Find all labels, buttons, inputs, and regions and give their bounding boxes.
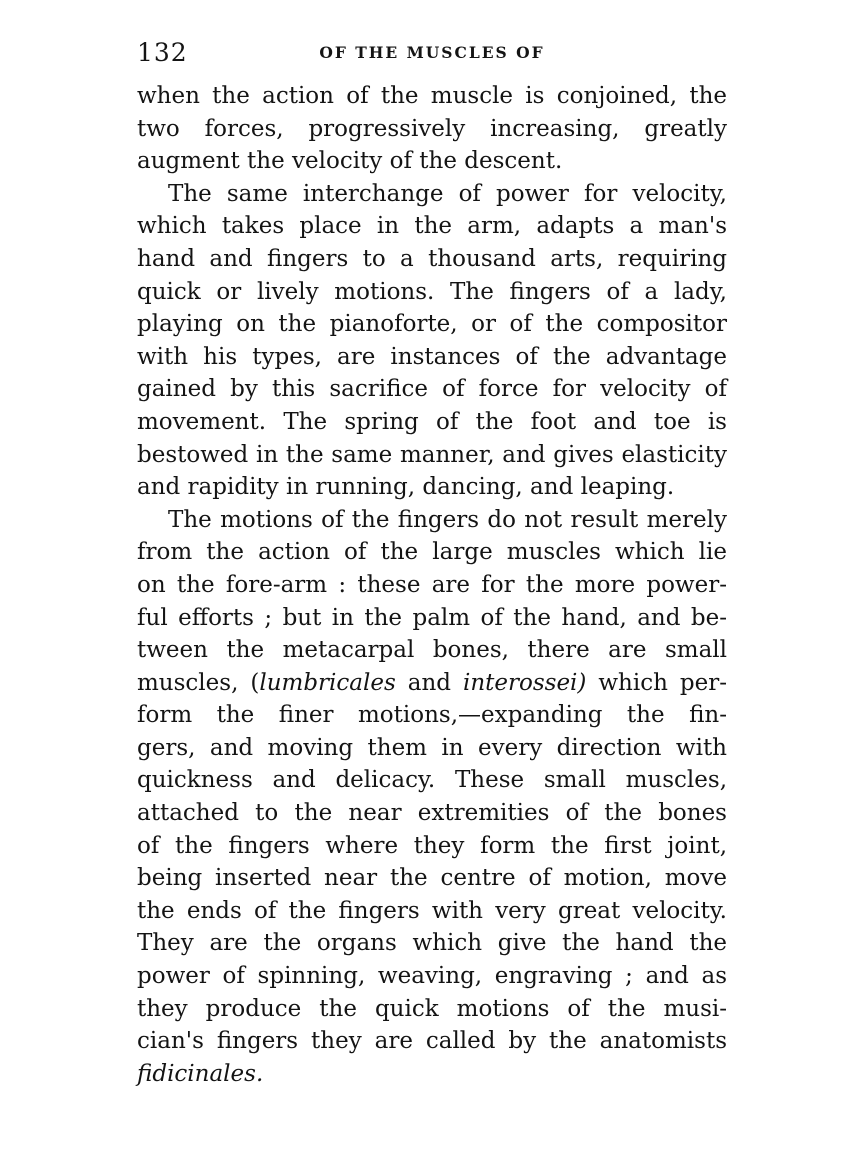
- text-line: gers, and moving them in every direction with: [137, 734, 727, 761]
- text-line: they produce the quick motions of the musi-: [137, 995, 727, 1022]
- text-line: bestowed in the same manner, and gives elasticity: [137, 441, 727, 468]
- text-line: two forces, progressively increasing, greatly: [137, 115, 727, 142]
- text-line: The motions of the fingers do not result merely: [168, 506, 727, 533]
- text-line: augment the velocity of the descent.: [137, 148, 563, 175]
- text-line: attached to the near extremities of the bones: [137, 800, 727, 827]
- text-line: gained by this sacrifice of force for velocity of: [137, 376, 727, 403]
- text-line: on the fore-arm : these are for the more power-: [137, 571, 727, 598]
- text-line: which takes place in the arm, adapts a man's: [137, 213, 727, 240]
- body-text: [137, 80, 727, 1090]
- text-line: ful efforts ; but in the palm of the hand, and be-: [137, 604, 727, 631]
- text-line: muscles, (lumbricales and interossei) which per-: [137, 669, 727, 696]
- text-line: the ends of the fingers with very great velocity.: [137, 897, 727, 924]
- page-header: [137, 36, 727, 70]
- text-line: when the action of the muscle is conjoined, the: [137, 83, 727, 109]
- page-number: 132: [137, 38, 188, 67]
- latin-term: interossei): [462, 669, 587, 696]
- text-line: quick or lively motions. The fingers of a lady,: [137, 278, 727, 305]
- text-line: playing on the pianoforte, or of the compositor: [137, 311, 727, 338]
- latin-term: lumbricales: [259, 669, 396, 696]
- text-line: tween the metacarpal bones, there are small: [137, 637, 727, 664]
- text-line: [137, 1058, 727, 1091]
- text-line: from the action of the large muscles which lie: [137, 539, 727, 566]
- text-line: with his types, are instances of the advantage: [137, 343, 727, 370]
- text-line: They are the organs which give the hand the: [137, 930, 727, 957]
- text-line: being inserted near the centre of motion, move: [137, 865, 727, 892]
- text-line: The same interchange of power for velocity,: [168, 180, 727, 207]
- text-line: cian's fingers they are called by the anatomists: [137, 1028, 727, 1055]
- latin-term: fidicinales.: [137, 1060, 264, 1087]
- text-line: form the finer motions,—expanding the fin-: [137, 702, 727, 729]
- text-line: movement. The spring of the foot and toe is: [137, 408, 727, 435]
- text-line: and rapidity in running, dancing, and leaping.: [137, 474, 675, 501]
- text-line: quickness and delicacy. These small muscles,: [137, 767, 727, 794]
- text-line: power of spinning, weaving, engraving ; and as: [137, 963, 727, 990]
- text-line: hand and fingers to a thousand arts, requiring: [137, 245, 727, 272]
- running-head: OF THE MUSCLES OF: [319, 43, 545, 62]
- text-line: of the fingers where they form the first joint,: [137, 832, 727, 859]
